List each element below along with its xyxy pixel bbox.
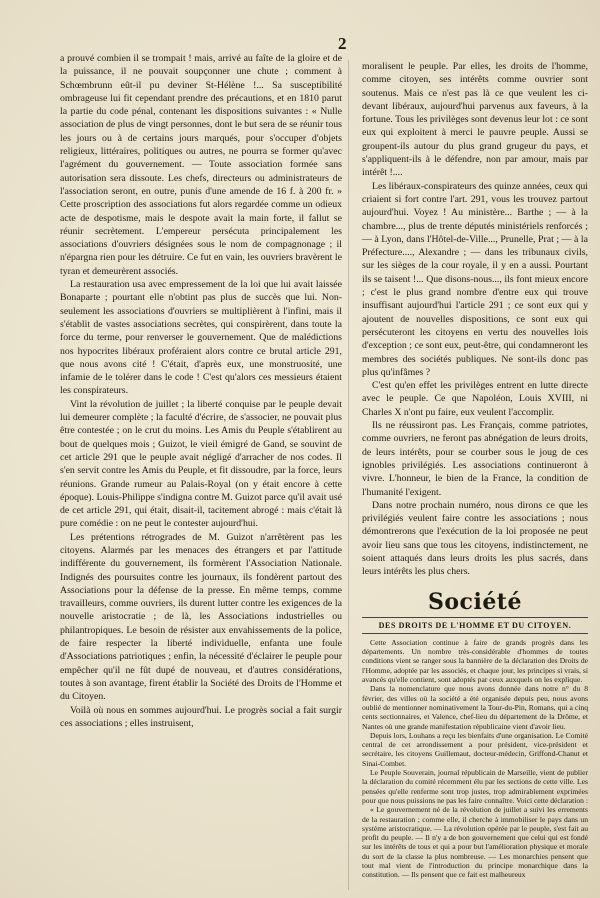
article-paragraph: La restauration usa avec empressement de la loi que lui avait laissée Bonaparte ; pourtant elle n'obtint pas plus de succès que lui. Non-seulement les associations d'ouvriers se multiplièrent à l'infini, mais il s'établit de vastes associations secrètes, qui conspirèrent, dans toute la force du terme, pour renverser le gouvernement. Que de malédictions nos hypocrites libéraux proféraient alors contre ce brutal article 291, que nous avons cité ! C'était, d'après eux, une monstruosité, une infamie de le tolérer dans le code ! C'est qu'alors ces messieurs étaient les conspirateurs.	[60, 279, 342, 397]
article-paragraph: Les libéraux-conspirateurs des quinze années, ceux qui criaient si fort contre l'art. 291, vous les trouvez partout aujourd'hui. Voyez ! Au ministère... Barthe ; — à la chambre..., plus de trente députés ministériels renforcés ; — à Lyon, dans l'Hôtel-de-Ville..., Prunelle, Prat ; — à la Préfecture...., Alexandre ; — dans les tribunaux civils, sur les sièges de la cour royale, il y en a aussi. Pourtant ils se taisent !... Que disons-nous..., ils font mieux encore ; c'est le plus grand nombre d'entre eux qui trouve insuffisant aujourd'hui l'article 291 ; ce sont eux qui y ajoutent de nouvelles dispositions, ce sont eux qui persécuteront les citoyens en vertu des nouvelles lois d'exception ; ce sont eux, peut-être, qui condamneront les membres des sociétés publiques. Ne sont-ils donc pas plus qu'infâmes ?	[362, 180, 588, 378]
section-paragraph: Dans la nomenclature que nous avons donnée dans notre n° du 8 février, des villes où la société a été organisée depuis peu, nous avons oublié de mentionner nominativement la Tour-du-Pin, Romans, qui a cinq cents sectionnaires, et Valence, chef-lieu du département de la Drôme, et Nantes où une grande manifestation républicaine vient d'avoir lieu.	[362, 684, 588, 731]
article-paragraph: Voilà où nous en sommes aujourd'hui. Le progrès social a fait surgir ces associations ; elles instruisent,	[60, 704, 342, 729]
article-paragraph: Vint la révolution de juillet ; la liberté conquise par le peuple devait lui demeurer complète ; la faculté d'écrire, de s'associer, ne pouvait plus être contestée ; on le crut du moins. Les Amis du Peuple s'établirent au bout de quelques mois ; Guizot, le vieil émigré de Gand, se souvint de cet article 291 que le peuple avait négligé d'arracher de nos codes. Il s'en servit contre les Amis du Peuple, et fit dissoudre, par la force, leurs réunions. Grande rumeur au Palais-Royal (on y était encore à cette époque). Louis-Philippe s'indigna contre M. Guizot parce qu'il avait usé de cet article 291, qui était, disait-il, tacitement abrogé : mais c'était là pure comédie : on ne peut le contester aujourd'hui.	[60, 398, 342, 530]
section-paragraph: Depuis lors, Louhans a reçu les bienfaits d'une organisation. Le Comité central de cet arrondissement a pour président, vice-président et secrétaire, les citoyens Guillemaut, docteur-médecin, Griffond-Chanut et Sinai-Combet.	[362, 730, 588, 768]
section-title: Société	[428, 588, 522, 615]
section-paragraph: Le Peuple Souverain, journal républicain de Marseille, vient de publier la déclaration du comité récemment élu par les sections de cette ville. Les pensées qu'elle renferme sont trop justes, trop admirablement exprimées pour que nous puissions ne pas les faire connaître. Voici cette déclaration :	[362, 768, 588, 805]
article-paragraph: Ils ne réussiront pas. Les Français, comme patriotes, comme ouvriers, ne feront pas abnégation de leurs droits, de leurs intérêts, pour se courber sous le joug de ces ignobles privilégiés. Les associations continueront à vivre. L'honneur, le bien de la France, la condition de l'humanité l'exigent.	[362, 420, 588, 498]
article-paragraph: moralisent le peuple. Par elles, les droits de l'homme, comme citoyen, ses intérêts comme ouvrier sont soutenus. Mais ce n'est pas là ce que veulent les ci-devant libéraux, aujourd'hui parvenus aux faveurs, à la fortune. Tous les privilèges sont devenus leur lot : ce sont eux qui exploitent à merci le pauvre peuple. Aussi se groupent-ils autour du plus grand grugeur du pays, et s'appliquent-ils à le défendre, non par amour, mais par intérêt !....	[362, 61, 588, 179]
article-paragraph: a prouvé combien il se trompait ! mais, arrivé au faîte de la gloire et de la puissance, il ne pouvait soupçonner une chute ; comment à Schœmbrunn eût-il pu deviner St-Hélène !... Sa susceptibilité ombrageuse lui fit cependant prendre des précautions, et en 1810 parut la partie du code pénal, contenant les dispositions suivantes : « Nulle association de plus de vingt personnes, dont le but sera de se réunir tous les jours ou à de certains jours marqués, pour s'occuper d'objets religieux, littéraires, politiques ou autres, ne pourra se former qu'avec l'agrément du gouvernement. — Toute association formée sans autorisation sera dissoute. Les chefs, directeurs ou administrateurs de l'association seront, en outre, punis d'une amende de 16 f. à 200 fr. » Cette proscription des associations fut alors regardée comme un odieux acte de despotisme, mais le despote avait la main forte, il fallut se réunir secrètement. L'empereur persécuta principalement les associations d'ouvriers désignées sous le nom de compagnonage ; il n'épargna rien pour les détruire. Ce fut en vain, les ouvriers bravèrent le tyran et demeurèrent associés.	[60, 53, 342, 277]
page-number: 2	[338, 34, 347, 53]
right-column	[362, 60, 588, 880]
column-divider	[348, 60, 349, 890]
article-paragraph: Dans notre prochain numéro, nous dirons ce que les privilégiés veulent faire contre les associations ; nous démontrerons que l'exécution de la loi proposée ne peut avoir lieu sans que tous les citoyens, indistinctement, ne soient attaqués dans leurs droits les plus sacrés, dans leurs intérêts les plus chers.	[362, 499, 588, 578]
section-paragraph: Cette Association continue à faire de grands progrès dans les départements. Un nombre très-considérable d'hommes de toutes conditions vient se ranger sous la bannière de la déclaration des Droits de l'Homme, adoptée par les associés, et chaque jour, les principes si vrais, si avancés qu'elle contient, sont adoptés par ceux auxquels on les explique.	[362, 637, 588, 685]
article-paragraph: C'est qu'en effet les privilèges entrent en lutte directe avec le peuple. Ce que Napoléon, Louis XVIII, ni Charles X n'ont pu faire, eux veulent l'accomplir.	[362, 380, 588, 418]
section-body	[362, 638, 588, 880]
section-subtitle: DES DROITS DE L'HOMME ET DU CITOYEN.	[362, 617, 588, 634]
section-paragraph: « Le gouvernement né de la révolution de juillet a suivi les errements de la restauration ; comme elle, il cherche à immobiliser le pays dans un système aristocratique. — La révolution opérée par le peuple, s'est fait au profit du peuple. — Il n'y a de bon gouvernement que celui qui est fondé sur les intérêts de tous et qui a pour but l'amélioration physique et morale du sort de la classe la plus nombreuse. — Les monarchies pensent que tout mal vient de l'introduction du principe monarchique dans la constitution. — Ils pensent que ce fait est malheureux	[362, 805, 588, 880]
left-column	[60, 52, 342, 730]
article-paragraph: Les prétentions rétrogrades de M. Guizot n'arrêtèrent pas les citoyens. Alarmés par les menaces des étrangers et par l'attitude indifférente du gouvernement, ils formèrent l'Association Nationale. Indignés des poursuites contre les journaux, ils fondèrent partout des Associations pour la défense de la presse. En même temps, comme travailleurs, comme ouvriers, ils durent lutter contre les exigences de la nouvelle aristocratie ; de là, les Associations industrielles ou philantropiques. Le besoin de résister aux envahissements de la police, de faire respecter la liberté individuelle, enfanta une foule d'Associations patriotiques ; enfin, la nécessité d'éclairer le peuple pour empêcher qu'il ne fût dupé de nouveau, et d'autres considérations, toutes à son avantage, firent établir la Société des Droits de l'Homme et du Citoyen.	[60, 531, 342, 703]
